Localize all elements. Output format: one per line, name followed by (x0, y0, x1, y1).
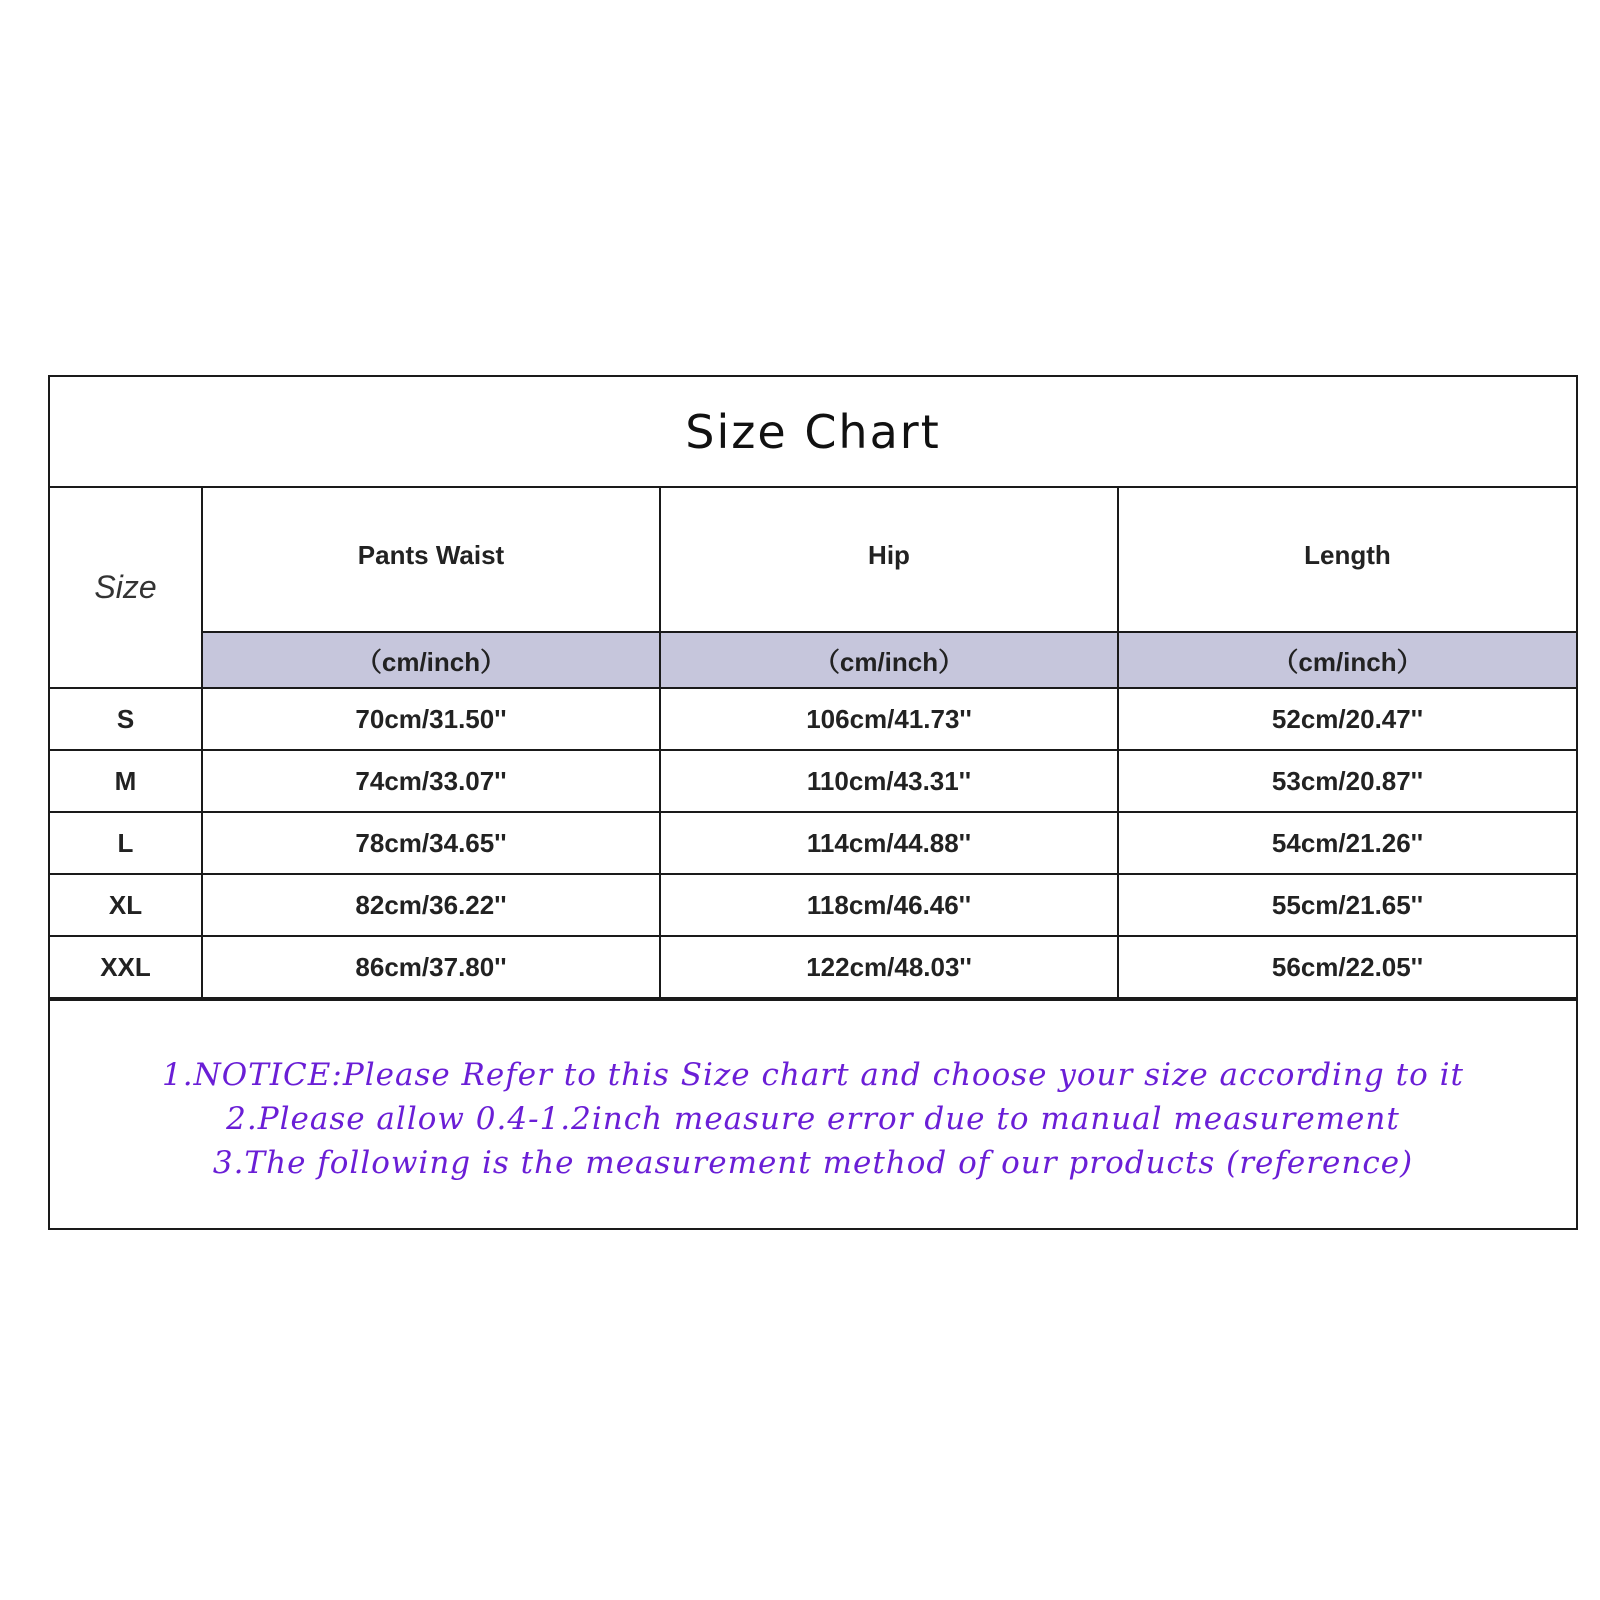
waist-cell: 82cm/36.22'' (202, 874, 660, 936)
table-row (50, 750, 1576, 812)
length-cell: 55cm/21.65'' (1118, 874, 1576, 936)
length-cell: 53cm/20.87'' (1118, 750, 1576, 812)
note-line: 2.Please allow 0.4-1.2inch measure error due to manual measurement (226, 1101, 1400, 1137)
size-cell: M (50, 750, 202, 812)
unit-label: （cm/inch） (660, 632, 1118, 688)
hip-cell: 110cm/43.31'' (660, 750, 1118, 812)
table-row (50, 812, 1576, 874)
column-header-length: Length (1118, 488, 1576, 632)
hip-cell: 118cm/46.46'' (660, 874, 1118, 936)
size-table (50, 488, 1576, 999)
length-cell: 54cm/21.26'' (1118, 812, 1576, 874)
hip-cell: 106cm/41.73'' (660, 688, 1118, 750)
waist-cell: 70cm/31.50'' (202, 688, 660, 750)
size-cell: XL (50, 874, 202, 936)
hip-cell: 122cm/48.03'' (660, 936, 1118, 998)
column-header-pants-waist: Pants Waist (202, 488, 660, 632)
table-row (50, 936, 1576, 998)
size-cell: XXL (50, 936, 202, 998)
size-cell: L (50, 812, 202, 874)
table-row (50, 874, 1576, 936)
unit-row (50, 632, 1576, 688)
hip-cell: 114cm/44.88'' (660, 812, 1118, 874)
unit-label: （cm/inch） (202, 632, 660, 688)
chart-title: Size Chart (685, 404, 941, 459)
waist-cell: 78cm/34.65'' (202, 812, 660, 874)
table-row (50, 688, 1576, 750)
size-chart (48, 375, 1578, 1230)
notes-section (50, 999, 1576, 1237)
waist-cell: 86cm/37.80'' (202, 936, 660, 998)
size-cell: S (50, 688, 202, 750)
column-header-hip: Hip (660, 488, 1118, 632)
waist-cell: 74cm/33.07'' (202, 750, 660, 812)
note-line: 1.NOTICE:Please Refer to this Size chart and choose your size according to it (162, 1057, 1464, 1093)
size-column-header: Size (50, 488, 202, 688)
header-row (50, 488, 1576, 632)
note-line: 3.The following is the measurement method of our products (reference) (212, 1145, 1414, 1181)
length-cell: 52cm/20.47'' (1118, 688, 1576, 750)
unit-label: （cm/inch） (1118, 632, 1576, 688)
length-cell: 56cm/22.05'' (1118, 936, 1576, 998)
title-row (50, 377, 1576, 488)
